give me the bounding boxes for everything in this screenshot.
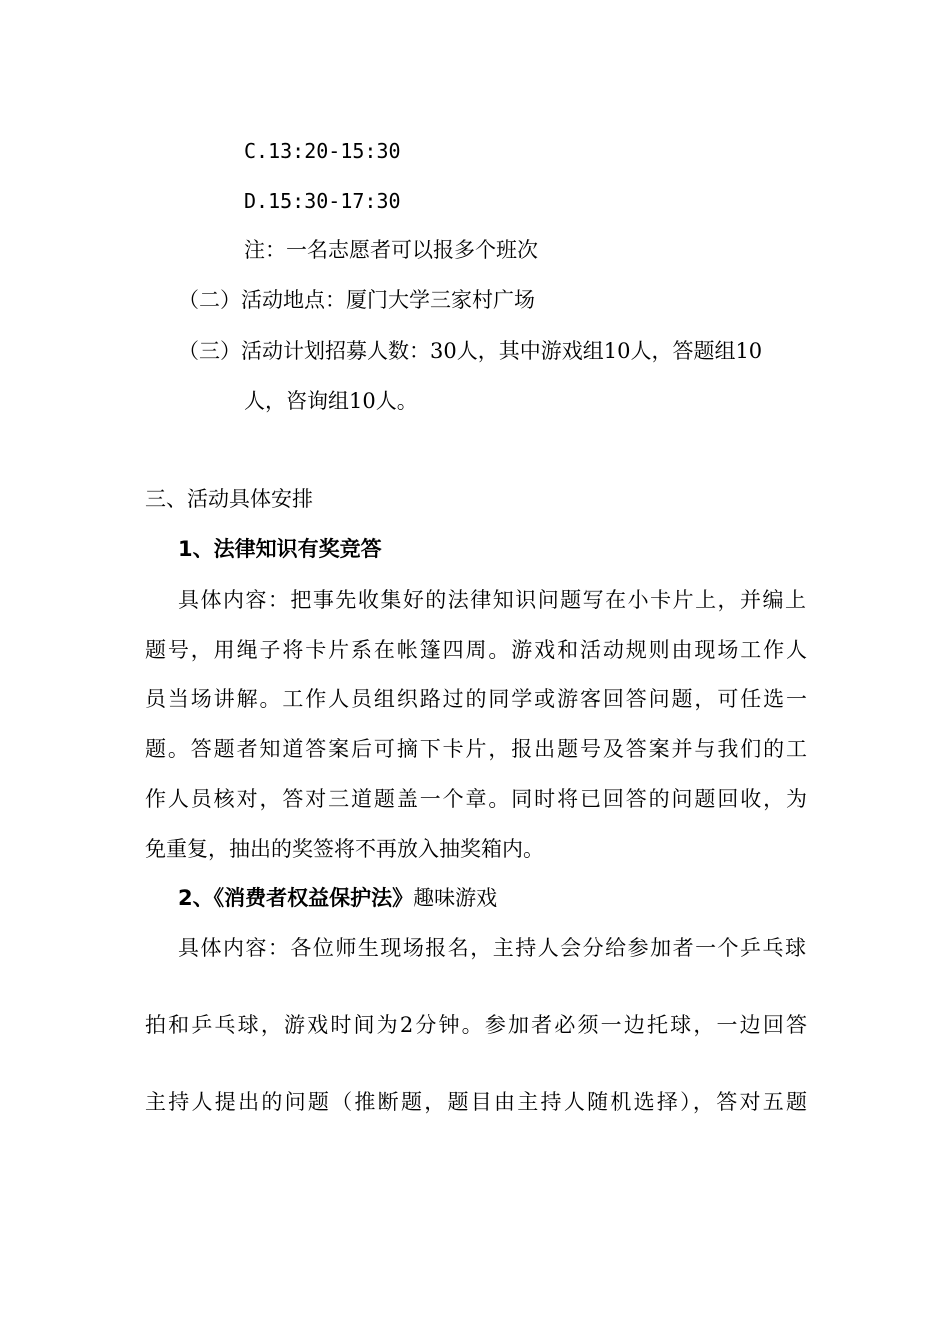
section-3-heading: 三、活动具体安排 [145, 487, 313, 511]
item-2-title-bold: 2、《消费者权益保护法》 [178, 886, 414, 910]
item-1-line-6: 免重复，抽出的奖签将不再放入抽奖箱内。 [145, 837, 544, 861]
recruit-line-2: 人，咨询组10人。 [244, 389, 418, 413]
recruit-line-1: （三）活动计划招募人数：30人，其中游戏组10人，答题组10 [178, 339, 763, 363]
item-2-title [178, 884, 497, 912]
item-2-title-rest: 趣味游戏 [413, 886, 498, 910]
location-line: （二）活动地点：厦门大学三家村广场 [178, 288, 535, 312]
schedule-slot-c: C.13:20-15:30 [244, 139, 401, 163]
schedule-slot-d: D.15:30-17:30 [244, 189, 401, 213]
item-1-line-3: 员当场讲解。工作人员组织路过的同学或游客回答问题，可任选一 [145, 687, 807, 711]
item-1-line-4: 题。答题者知道答案后可摘下卡片，报出题号及答案并与我们的工 [145, 737, 807, 761]
item-1-line-2: 题号，用绳子将卡片系在帐篷四周。游戏和活动规则由现场工作人 [145, 638, 807, 662]
item-1-line-1: 具体内容：把事先收集好的法律知识问题写在小卡片上，并编上 [178, 588, 806, 612]
item-1-title: 1、法律知识有奖竞答 [178, 537, 382, 561]
item-2-line-2: 拍和乒乓球，游戏时间为2分钟。参加者必须一边托球，一边回答 [145, 1013, 807, 1037]
item-2-line-1: 具体内容：各位师生现场报名，主持人会分给参加者一个乒乓球 [178, 936, 806, 960]
schedule-note: 注：一名志愿者可以报多个班次 [244, 238, 538, 262]
item-1-line-5: 作人员核对，答对三道题盖一个章。同时将已回答的问题回收，为 [145, 787, 807, 811]
item-2-line-3: 主持人提出的问题（推断题，题目由主持人随机选择），答对五题 [145, 1090, 807, 1114]
